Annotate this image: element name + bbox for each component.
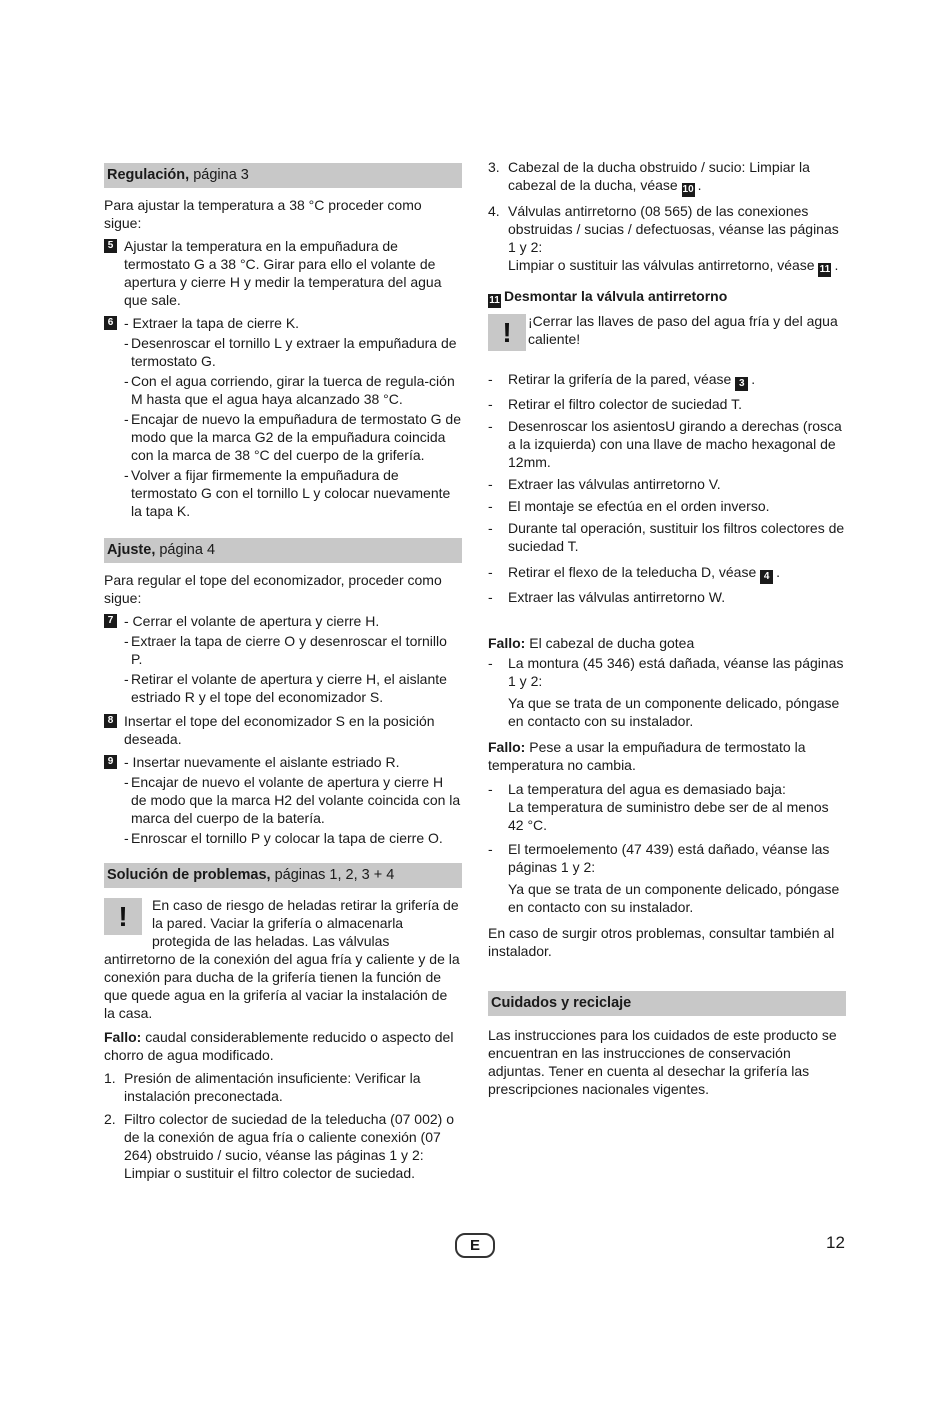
step-9 bbox=[104, 753, 462, 771]
header-bold: Solución de problemas, bbox=[107, 867, 271, 883]
step-number-icon: 11 bbox=[489, 295, 500, 306]
fallo-label: Fallo: bbox=[104, 1029, 142, 1045]
list-item: 3. Cabezal de la ducha obstruido / sucio: Limpiar la cabezal de la ducha, véase 10 . bbox=[488, 159, 810, 195]
list-item: - Durante tal operación, sustituir los filtros colectores de suciedad T. bbox=[488, 519, 846, 555]
list-item: - El montaje se efectúa en el orden inverso. bbox=[488, 497, 846, 515]
list-text: Retirar el flexo de la teleducha D, véase bbox=[508, 564, 757, 580]
warning-icon: ! bbox=[488, 314, 526, 351]
sub-step: - Encajar de nuevo el volante de apertura y cierre H de modo que la marca H2 del volante coincida con la marca del cuerpo de la batería. bbox=[104, 773, 462, 827]
list-text: Retirar la grifería de la pared, véase bbox=[508, 371, 732, 387]
list-text: Presión de alimentación insuficiente: Verificar la instalación preconectada. bbox=[124, 1070, 421, 1104]
fallo-label: Fallo: bbox=[488, 635, 526, 651]
fallo-text: caudal considerablemente reducido o aspecto del chorro de agua modificado. bbox=[104, 1029, 454, 1063]
subsection-title bbox=[488, 287, 846, 308]
header-bold: Ajuste, bbox=[107, 542, 156, 558]
header-bold: Cuidados y reciclaje bbox=[491, 995, 632, 1011]
list-item: - Extraer las válvulas antirretorno V. bbox=[488, 475, 846, 493]
step-number-icon: 8 bbox=[104, 714, 117, 728]
section-header-solucion bbox=[104, 863, 462, 888]
step-text: - Insertar nuevamente el aislante estriado R. bbox=[124, 754, 400, 770]
list-item: - Retirar el filtro colector de suciedad T. bbox=[488, 395, 846, 413]
section-header-regulacion bbox=[104, 163, 462, 188]
header-bold: Regulación, bbox=[107, 167, 190, 183]
note: Ya que se trata de un componente delicado, póngase en contacto con su instalador. bbox=[508, 881, 840, 915]
list-number: 2. bbox=[104, 1111, 116, 1127]
fallo-paragraph bbox=[488, 738, 846, 774]
paragraph: Para ajustar la temperatura a 38 °C proceder como sigue: bbox=[104, 197, 422, 231]
paragraph: En caso de surgir otros problemas, consultar también al instalador. bbox=[488, 925, 835, 959]
figure-ref-icon: 10 bbox=[682, 184, 694, 195]
header-rest: página 3 bbox=[189, 167, 249, 183]
sub-step: - Extraer la tapa de cierre O y desenroscar el tornillo P. bbox=[104, 632, 462, 668]
sub-step: - Volver a fijar firmemente la empuñadura de termostato G con el tornillo L y colocar nuevamente la tapa K. bbox=[104, 466, 462, 520]
list-item: - Retirar el flexo de la teleducha D, véase 4 . bbox=[488, 563, 846, 584]
step-number-icon: 6 bbox=[104, 316, 117, 330]
paragraph: Las instrucciones para los cuidados de este producto se encuentran en las instrucciones de conservación adjuntas. Tener en cuenta al desechar la grifería las prescripciones nacionales vigentes. bbox=[488, 1027, 837, 1097]
left-column bbox=[104, 163, 462, 1187]
figure-ref-icon: 11 bbox=[819, 264, 831, 275]
step-text: Insertar el tope del economizador S en la posición deseada. bbox=[124, 713, 435, 747]
title-text: Desmontar la válvula antirretorno bbox=[504, 288, 728, 304]
list-item: 4. Válvulas antirretorno (08 565) de las conexiones obstruidas / sucias / defectuosas, véanse las páginas 1 y 2: Limpiar o sustituir las válvulas antirretorno, véase 11 . bbox=[488, 203, 839, 275]
list-item bbox=[488, 780, 846, 834]
fallo-text: Pese a usar la empuñadura de termostato la temperatura no cambia. bbox=[488, 739, 806, 773]
right-column bbox=[488, 158, 846, 1103]
warning-block bbox=[488, 312, 846, 370]
step-7 bbox=[104, 612, 462, 630]
list-item: - Desenroscar los asientosU girando a derechas (rosca a la izquierda) con una llave de macho hexagonal de 12mm. bbox=[488, 417, 846, 471]
warning-text: En caso de riesgo de heladas retirar la grifería de la pared. Vaciar la grifería o almacenarla protegida de las heladas. Las válvulas antirretorno de la conexión del agua fría y caliente y de la conexión para ducha de la grifería tienen la función de que quede agua en la grifería al vaciar la instalación de la casa. bbox=[104, 897, 460, 1021]
page-number: 12 bbox=[826, 1233, 845, 1252]
fallo-label: Fallo: bbox=[488, 739, 526, 755]
step-text: - Cerrar el volante de apertura y cierre H. bbox=[124, 613, 380, 629]
list-text: Cabezal de la ducha obstruido / sucio: Limpiar la cabezal de la ducha, véase bbox=[508, 159, 810, 193]
warning-block bbox=[104, 896, 462, 1022]
fallo-paragraph bbox=[104, 1028, 462, 1064]
figure-ref-icon: 3 bbox=[735, 377, 748, 391]
section-header-ajuste bbox=[104, 538, 462, 563]
warning-icon: ! bbox=[104, 898, 142, 935]
list-text: La temperatura de suministro debe ser de al menos 42 °C. bbox=[508, 799, 829, 833]
list-text: Limpiar o sustituir las válvulas antirretorno, véase bbox=[508, 257, 815, 273]
fallo-paragraph bbox=[488, 634, 846, 652]
step-number-icon: 9 bbox=[104, 755, 117, 769]
sub-step: - Encajar de nuevo la empuñadura de termostato G de modo que la marca G2 de la empuñadura coincida con la marca de 38 °C del cuerpo de la grifería. bbox=[104, 410, 462, 464]
step-6 bbox=[104, 314, 462, 332]
note: Ya que se trata de un componente delicado, póngase en contacto con su instalador. bbox=[508, 695, 840, 729]
list-item: - El termoelemento (47 439) está dañado, véanse las páginas 1 y 2: bbox=[488, 840, 846, 876]
step-text: Ajustar la temperatura en la empuñadura de termostato G a 38 °C. Girar para ello el volante de apertura y cierre H y medir la temperatura del agua que sale. bbox=[124, 238, 442, 308]
fallo-text: El cabezal de ducha gotea bbox=[525, 635, 695, 651]
list-item: - La montura (45 346) está dañada, véanse las páginas 1 y 2: bbox=[488, 654, 846, 690]
sub-step: - Enroscar el tornillo P y colocar la tapa de cierre O. bbox=[104, 829, 462, 847]
step-text: - Extraer la tapa de cierre K. bbox=[124, 315, 300, 331]
list-text: Válvulas antirretorno (08 565) de las conexiones obstruidas / sucias / defectuosas, véanse las páginas 1 y 2: bbox=[508, 203, 839, 255]
language-badge: E bbox=[455, 1233, 495, 1258]
figure-ref-icon: 4 bbox=[760, 570, 773, 584]
paragraph: Para regular el tope del economizador, proceder como sigue: bbox=[104, 572, 442, 606]
list-text: Filtro colector de suciedad de la teleducha (07 002) o de la conexión de agua fría o caliente conexión (07 264) obstruido / sucio, véanse las páginas 1 y 2: Limpiar o sustituir el filtro colector de suciedad. bbox=[124, 1111, 454, 1181]
step-5 bbox=[104, 237, 462, 309]
list-item bbox=[104, 1110, 462, 1182]
step-number-icon: 5 bbox=[104, 239, 117, 253]
warning-text: ¡Cerrar las llaves de paso del agua fría y del agua caliente! bbox=[528, 313, 838, 347]
list-text: La temperatura del agua es demasiado baja: bbox=[508, 781, 786, 797]
sub-step: - Desenroscar el tornillo L y extraer la empuñadura de termostato G. bbox=[104, 334, 462, 370]
list-number: 3. bbox=[488, 159, 500, 175]
header-rest: página 4 bbox=[155, 542, 216, 558]
list-number: 1. bbox=[104, 1070, 116, 1086]
step-number-icon: 7 bbox=[104, 614, 117, 628]
list-item bbox=[104, 1069, 462, 1105]
sub-step: - Con el agua corriendo, girar la tuerca de regula-ción M hasta que el agua haya alcanzado 38 °C. bbox=[104, 372, 462, 408]
list-item: - Extraer las válvulas antirretorno W. bbox=[488, 588, 846, 606]
list-item: - Retirar la grifería de la pared, véase 3 . bbox=[488, 370, 846, 391]
sub-step: - Retirar el volante de apertura y cierre H, el aislante estriado R y el tope del economizador S. bbox=[104, 670, 462, 706]
header-rest: páginas 1, 2, 3 + 4 bbox=[270, 867, 395, 883]
list-number: 4. bbox=[488, 203, 500, 219]
step-8 bbox=[104, 712, 462, 748]
section-header-cuidados bbox=[488, 991, 846, 1016]
